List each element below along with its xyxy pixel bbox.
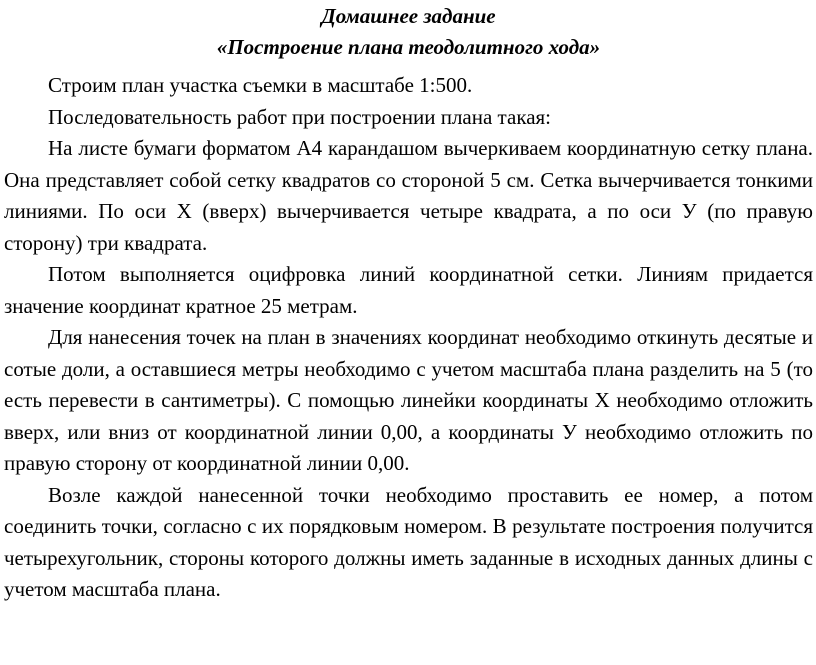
document-body: [4, 70, 813, 606]
document-title: Домашнее задание: [321, 4, 496, 28]
paragraph-digitizing: Потом выполняется оцифровка линий координатной сетки. Линиям придается значение координат кратное 25 метрам.: [4, 262, 813, 318]
paragraph-scale: Строим план участка съемки в масштабе 1:500.: [48, 73, 473, 97]
paragraph-connecting: Возле каждой нанесенной точки необходимо проставить ее номер, а потом соединить точки, согласно с их порядковым номером. В результате построения получится четырехугольник, стороны которого должны иметь заданные в исходных данных длины с учетом масштаба плана.: [4, 482, 813, 601]
paragraph-plotting: Для нанесения точек на план в значениях координат необходимо откинуть десятые и сотые доли, а оставшиеся метры необходимо с учетом масштаба плана разделить на 5 (то есть перевести в сантиметры). С помощью линейки координаты Х необходимо отложить вверх, или вниз от координатной линии 0,00, а координаты У необходимо отложить по правую сторону от координатной линии 0,00.: [4, 325, 813, 475]
paragraph-grid: На листе бумаги форматом А4 карандашом вычеркиваем координатную сетку плана. Она представляет собой сетку квадратов со стороной 5 см. Сетка вычерчивается тонкими линиями. По оси Х (вверх) вычерчивается четыре квадрата, а по оси У (по правую сторону) три квадрата.: [4, 136, 813, 255]
document-subtitle: «Построение плана теодолитного хода»: [216, 35, 601, 59]
paragraph-sequence: Последовательность работ при построении плана такая:: [48, 104, 552, 129]
